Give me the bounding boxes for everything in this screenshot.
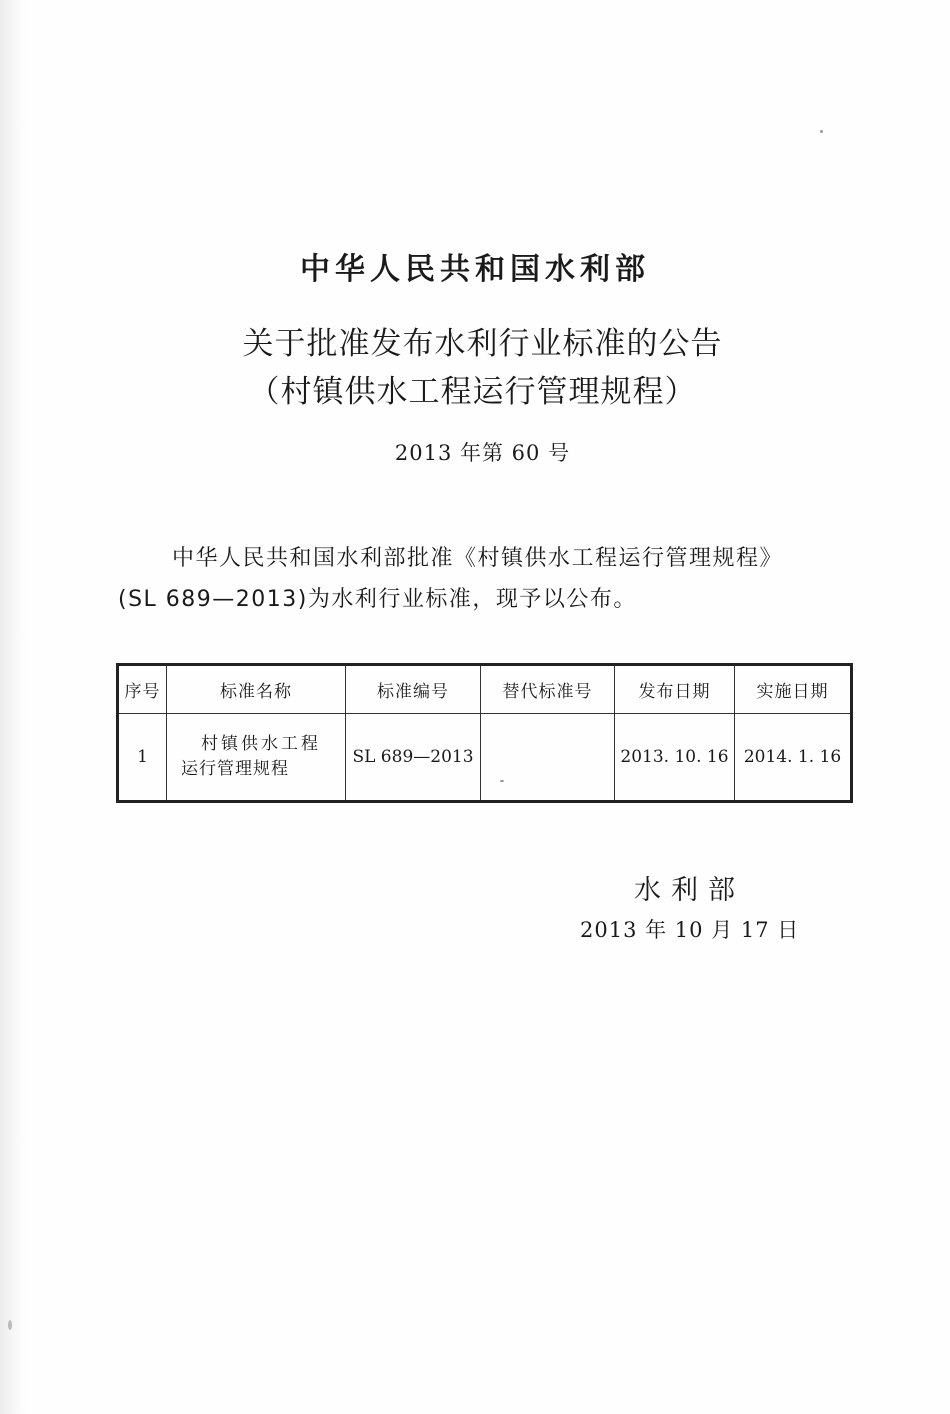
header-index: 序号 (118, 665, 167, 714)
scan-speck (8, 1320, 12, 1330)
table-header-row (118, 665, 852, 714)
body-paragraph-line1: 中华人民共和国水利部批准《村镇供水工程运行管理规程》 (172, 546, 784, 571)
scan-speck (820, 130, 823, 133)
signature-organization: 水利部 (634, 875, 745, 906)
body-paragraph-line2: (SL 689—2013)为水利行业标准，现予以公布。 (118, 587, 637, 612)
page-gutter-shadow (0, 0, 26, 1414)
scan-speck (500, 780, 504, 782)
issuing-ministry: 中华人民共和国水利部 (300, 252, 650, 287)
standard-name-line2: 运行管理规程 (181, 759, 289, 779)
header-effective-date: 实施日期 (735, 665, 852, 714)
header-replaced-standard: 替代标准号 (481, 665, 615, 714)
cell-replaced-standard (481, 714, 615, 802)
header-standard-name: 标准名称 (167, 665, 346, 714)
standard-name-line1: 村镇供水工程 (201, 734, 321, 755)
cell-publish-date: 2013. 10. 16 (615, 714, 735, 802)
header-publish-date: 发布日期 (615, 665, 735, 714)
cell-index: 1 (118, 714, 167, 802)
standards-table (116, 663, 853, 803)
cell-effective-date: 2014. 1. 16 (735, 714, 852, 802)
signature-date: 2013 年 10 月 17 日 (580, 918, 800, 942)
cell-standard-code: SL 689—2013 (346, 714, 481, 802)
announcement-subtitle: （村镇供水工程运行管理规程） (248, 374, 697, 410)
table-row (118, 714, 852, 802)
cell-standard-name (167, 714, 346, 802)
header-standard-code: 标准编号 (346, 665, 481, 714)
announcement-title: 关于批准发布水利行业标准的公告 (242, 326, 723, 362)
document-number: 2013 年第 60 号 (394, 441, 571, 465)
